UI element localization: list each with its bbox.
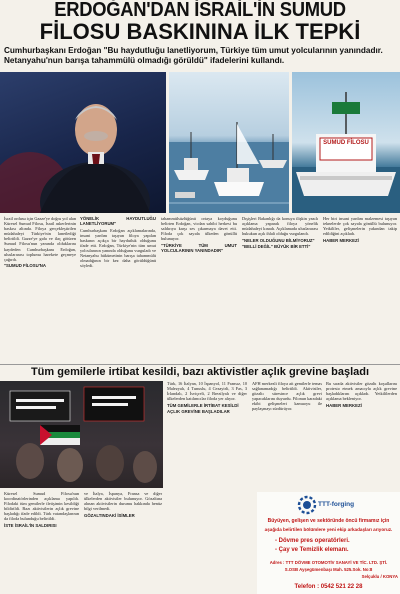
ad-brand: TTT-forging (318, 501, 355, 508)
banner-text: SUMUD FİLOSU (323, 140, 369, 146)
story1-col3 (161, 216, 237, 362)
ad-item2: - Çay ve Temizlik elemanı. (275, 547, 349, 553)
story1-col1 (4, 216, 76, 362)
section2-headline: Tüm gemilerle irtibat kesildi, bazı aktivistler açlık grevine başladı (30, 366, 370, 378)
flotilla-photo-art (169, 72, 289, 213)
section2-col1-sub: İSTE İSRAİL'İN SALDIRISI (4, 523, 57, 529)
section2-col1 (4, 491, 79, 594)
section2-col2-sub: GÖZALTINDAKİ İSİMLER (84, 512, 135, 518)
ad-city: Selçuklu / KONYA (361, 574, 398, 579)
story1-col5 (323, 216, 397, 362)
ttt-gear-icon (297, 495, 317, 515)
section2-col1-text: Küresel Sumud Filosu'nun koordinatörlerinden açıklama yapıldı. Filodaki tüm gemilerle iletişimin kesildiği bildirildi. Bazı aktivistlerin açlık grevine başladığı ifade edildi. Türk vatandaşlarının da filoda bulunduğu belirtildi. (4, 491, 79, 522)
section2-col2-text: ve İtalya, İspanya, Fransa ve diğer ülkelerden aktivistler bulunuyor. Gözaltına alınan aktivistlerin durumu hakkında henüz bilgi verilmedi. (84, 491, 162, 512)
section2-col3-sub: TÜM GEMİLERLE İRTİBAT KESİLDİ (167, 402, 239, 408)
banner-ship-photo (292, 72, 400, 213)
erdogan-photo (0, 72, 166, 213)
headline-line1: ERDOĞAN'DAN İSRAİL'İN SUMUD (54, 0, 346, 21)
ttt-forging-ad (257, 492, 400, 594)
section2-col3-text: Türk, 16 İtalyan, 10 İspanyol, 11 Fransız, 10 Malezyalı, 4 Tunuslu, 4 Cezayirli, 3 Fas, 3 İrlandalı, 2 İsviçreli, 2 Brezilyalı ve diğer ülkelerden katılımcılar filoda yer alıyor. (167, 381, 247, 402)
story1-col5-text: Her biri insani yardım malzemesi taşıyan teknelerde çok sayıda gönüllü bulunuyor. Yetkililer, gelişmelerin yakından takip edildiğini açıkladı. (323, 216, 397, 237)
story1-col1-sub: "SUMUD FİLOSU'NA (4, 263, 46, 269)
section2-col3-sub2: AÇLIK GREVİNE BAŞLADILAR (167, 409, 230, 415)
ad-text1: Büyüyen, gelişen ve sektöründe öncü firmamız için (267, 518, 390, 524)
section2-col3 (167, 381, 247, 591)
protest-photo-art (0, 381, 163, 488)
headline-deck: Cumhurbaşkanı Erdoğan "Bu haydutluğu lanetliyorum, Türkiye tüm umut yolcularının yanındadır. Netanyahu'nun barışa tahammülü olmadığı görüldü" ifadelerini kullandı. (4, 46, 383, 65)
ad-phone: Telefon : 0542 521 22 28 (294, 584, 363, 590)
section-divider (0, 364, 400, 365)
ad-logo (297, 495, 361, 515)
ad-text2: aşağıda belirtilen bölümlere yeni ekip arkadaşları arıyoruz. (264, 527, 393, 532)
story1-col4-sub: "NELER OLDUĞUNU BİLMİYORUZ" (242, 237, 315, 243)
protest-photo (0, 381, 163, 488)
story1-col1-text: İsrail ordusu için Gazze'ye doğru yol alan Küresel Sumud Filosu, İsrail askerlerinin baskısı altında. Filoya gerçekleştirilen müdahaleyi Türkiye'nin lanetlediği belirtildi. Gazze'ye gıda ve ilaç götüren Sumud Filosu'nun yanında olduklarını kaydeden Cumhurbaşkanı Erdoğan, uluslararası toplumu harekete geçmeye çağırdı. (4, 216, 76, 262)
ad-address2: S.OSB Ayşegümenbaşı Mah. 525.Sok. No:8 (284, 567, 373, 572)
story1-col2 (80, 216, 156, 362)
section2-col5 (326, 381, 397, 489)
story1-col4-text: Dışişleri Bakanlığı da konuya ilişkin yazılı açıklama yaparak filoya yönelik müdahaleyi kınadı. Açıklamada uluslararası hukukun açık ihlali olduğu vurgulandı. (242, 216, 318, 237)
section2-col5-text: Bu sırada aktivistler gözaltı koşullarını protesto etmek amacıyla açlık grevine başladıklarını açıkladı. Yetkililerden açıklama bekleniyor. (326, 381, 397, 402)
story1-col2-sub: YÖNELİK HAYDUTLUĞU LANETLİYORUM" (80, 216, 156, 227)
section2-col2 (84, 491, 162, 594)
ad-item1: - Dövme pres operatörleri. (275, 538, 350, 544)
erdogan-photo-art (0, 72, 166, 213)
section2-col4 (252, 381, 322, 489)
section2-signature: HABER MERKEZİ (326, 403, 362, 409)
story1-col2-text: Cumhurbaşkanı Erdoğan açıklamalarında, insani yardım taşıyan filoya yapılan baskının açıkça bir haydutluk olduğunu ifade etti. Erdoğan, Türkiye'nin tüm umut yolcularının yanında olduğunu vurguladı ve Netanyahu hükümetinin barışa tahammülü olmadığının bir kez daha görüldüğünü söyledi. (80, 227, 156, 269)
story1-col4 (242, 216, 318, 362)
headline-line2: FİLOSU BASKININA İLK TEPKİ (39, 19, 361, 44)
flotilla-photo (169, 72, 289, 213)
story1-col3-sub: "TÜRKİYE TÜM UMUT YOLCULARININ YANINDADIR" (161, 242, 237, 254)
story1-col3-text: tahammülsüzlüğünü ortaya koyduğunu belirten Erdoğan, vicdan sahibi herkesi bu saldırıya karşı ses çıkarmaya davet etti. Filoda çok sayıda ülkeden gönüllü bulunuyor. (161, 216, 237, 242)
section2-col4-text: AFH merkezli filoya ait gemilerle temas sağlanamadığı belirtildi. Aktivistler, gözaltı süresince açlık grevi yapacaklarını duyurdu. Filonun karadaki ekibi gelişmeleri kamuoyu ile paylaşmayı sürdürüyor. (252, 381, 322, 412)
story1-signature: HABER MERKEZİ (323, 238, 359, 244)
story1-col4b-sub: "BELLİ DEĞİL" BÜYÜK BİR ETTİ" (242, 244, 311, 250)
ad-address: Adres : TTT DÖVME OTOMOTİV SANAYİ VE TİC. LTD. ŞTİ. (269, 560, 388, 565)
